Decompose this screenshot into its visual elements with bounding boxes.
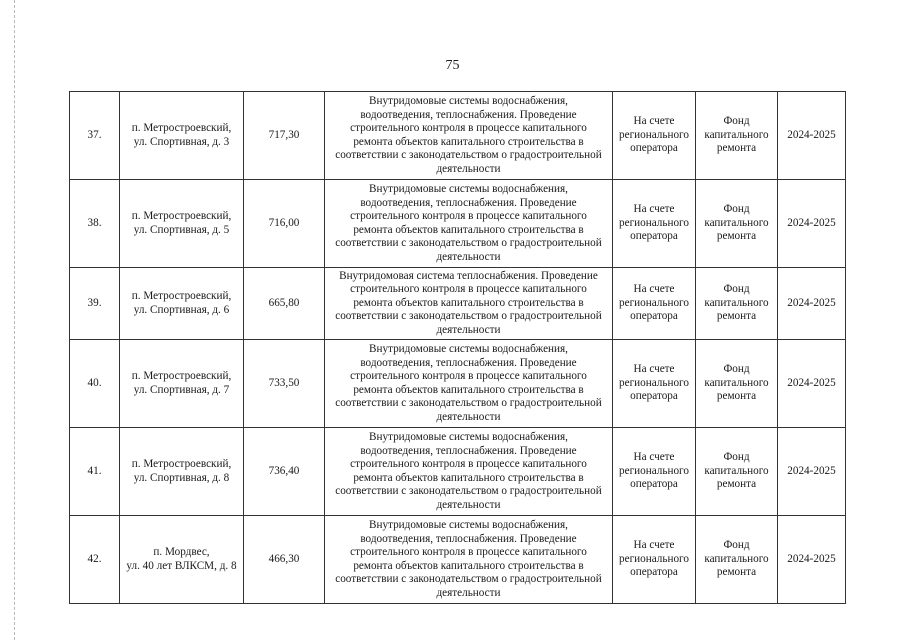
work-description-cell-line: деятельности — [436, 498, 501, 511]
account-cell-line: На счете — [633, 363, 675, 376]
address-cell-line: п. Метростроевский, — [131, 122, 232, 134]
address-cell — [120, 340, 244, 428]
work-description-cell-line: Внутридомовая система теплоснабжения. Проведение — [339, 269, 598, 282]
period-cell: 2024-2025 — [778, 92, 846, 180]
funding-source-cell-line: ремонта — [716, 230, 757, 243]
period-cell: 2024-2025 — [778, 516, 846, 604]
account-cell-line: регионального — [619, 464, 689, 477]
work-description-cell-line: водоотведения, теплоснабжения. Проведение — [360, 532, 577, 545]
work-description-cell-line: соответствии с законодательством о градостроительной — [335, 573, 602, 585]
funding-source-cell-line: ремонта — [716, 142, 757, 155]
work-description-cell-line: Внутридомовые системы водоснабжения, — [369, 519, 568, 531]
work-description-cell-line: водоотведения, теплоснабжения. Проведение — [360, 108, 577, 121]
account-cell-line: оператора — [630, 478, 678, 491]
funding-source-cell-line: ремонта — [716, 478, 757, 491]
work-description-cell-line: деятельности — [436, 586, 501, 599]
work-description-cell — [325, 92, 613, 180]
account-cell-line: регионального — [619, 552, 689, 565]
row-number: 38. — [70, 180, 120, 268]
area-cell: 665,80 — [244, 268, 325, 340]
work-description-cell-line: деятельности — [436, 323, 501, 336]
period-cell: 2024-2025 — [778, 180, 846, 268]
work-description-cell-line: ремонта объектов капитального строительства в — [353, 383, 584, 396]
work-description-cell-line: Внутридомовые системы водоснабжения, — [369, 343, 568, 355]
funding-source-cell-line: ремонта — [716, 566, 757, 579]
address-cell-line: ул. Спортивная, д. 3 — [133, 135, 230, 148]
work-description-cell-line: водоотведения, теплоснабжения. Проведение — [360, 356, 577, 369]
work-description-cell-line: Внутридомовые системы водоснабжения, — [369, 183, 568, 195]
account-cell-line: оператора — [630, 142, 678, 155]
period-cell: 2024-2025 — [778, 428, 846, 516]
work-description-cell-line: деятельности — [436, 162, 501, 175]
table-row — [70, 180, 846, 268]
funding-source-cell — [696, 180, 778, 268]
account-cell-line: оператора — [630, 310, 678, 323]
funding-source-cell-line: капитального — [704, 552, 769, 565]
funding-source-cell-line: капитального — [704, 128, 769, 141]
row-number: 39. — [70, 268, 120, 340]
funding-source-cell-line: капитального — [704, 296, 769, 309]
funding-source-cell — [696, 516, 778, 604]
page-edge-rule — [14, 0, 15, 640]
account-cell-line: регионального — [619, 296, 689, 309]
address-cell-line: ул. Спортивная, д. 7 — [133, 383, 230, 396]
period-cell: 2024-2025 — [778, 340, 846, 428]
work-description-cell-line: строительного контроля в процессе капитального — [350, 458, 587, 470]
account-cell-line: регионального — [619, 128, 689, 141]
work-description-cell-line: строительного контроля в процессе капитального — [350, 370, 587, 382]
address-cell — [120, 428, 244, 516]
funding-source-cell — [696, 92, 778, 180]
funding-source-cell-line: Фонд — [723, 283, 750, 296]
address-cell-line: п. Мордвес, — [153, 546, 210, 558]
table-row — [70, 516, 846, 604]
funding-source-cell-line: Фонд — [723, 115, 750, 128]
work-description-cell-line: строительного контроля в процессе капитального — [350, 210, 587, 222]
work-description-cell-line: соответствии с законодательством о градостроительной — [335, 237, 602, 249]
funding-source-cell-line: капитального — [704, 464, 769, 477]
work-description-cell-line: ремонта объектов капитального строительства в — [353, 559, 584, 572]
account-cell-line: оператора — [630, 230, 678, 243]
account-cell-line: оператора — [630, 566, 678, 579]
period-cell: 2024-2025 — [778, 268, 846, 340]
account-cell-line: На счете — [633, 283, 675, 296]
work-description-cell — [325, 268, 613, 340]
work-description-cell-line: строительного контроля в процессе капитального — [350, 283, 587, 296]
area-cell: 736,40 — [244, 428, 325, 516]
work-description-cell-line: соответствии с законодательством о градостроительной — [335, 149, 602, 161]
address-cell-line: ул. Спортивная, д. 8 — [133, 471, 230, 484]
work-description-cell-line: ремонта объектов капитального строительства в — [353, 471, 584, 484]
address-cell-line: ул. 40 лет ВЛКСМ, д. 8 — [126, 559, 237, 572]
work-description-cell — [325, 428, 613, 516]
address-cell-line: п. Метростроевский, — [131, 370, 232, 382]
account-cell — [613, 516, 696, 604]
work-description-cell-line: ремонта объектов капитального строительства в — [353, 135, 584, 148]
work-description-cell — [325, 180, 613, 268]
funding-source-cell-line: Фонд — [723, 363, 750, 376]
address-cell — [120, 180, 244, 268]
row-number: 41. — [70, 428, 120, 516]
account-cell-line: регионального — [619, 376, 689, 389]
work-description-cell-line: водоотведения, теплоснабжения. Проведение — [360, 196, 577, 209]
works-schedule-table — [69, 91, 846, 604]
work-description-cell-line: ремонта объектов капитального строительства в — [353, 296, 584, 309]
address-cell-line: п. Метростроевский, — [131, 210, 232, 222]
address-cell-line: п. Метростроевский, — [131, 458, 232, 470]
account-cell — [613, 180, 696, 268]
work-description-cell-line: деятельности — [436, 250, 501, 263]
address-cell — [120, 92, 244, 180]
account-cell-line: регионального — [619, 216, 689, 229]
work-description-cell — [325, 340, 613, 428]
account-cell-line: оператора — [630, 390, 678, 403]
page-number: 75 — [445, 58, 460, 73]
funding-source-cell-line: капитального — [704, 376, 769, 389]
table-row — [70, 268, 846, 340]
account-cell — [613, 428, 696, 516]
funding-source-cell — [696, 340, 778, 428]
address-cell-line: п. Метростроевский, — [131, 290, 232, 302]
account-cell-line: На счете — [633, 451, 675, 464]
funding-source-cell-line: Фонд — [723, 203, 750, 216]
funding-source-cell — [696, 428, 778, 516]
area-cell: 717,30 — [244, 92, 325, 180]
address-cell — [120, 516, 244, 604]
table-row — [70, 428, 846, 516]
row-number: 40. — [70, 340, 120, 428]
row-number: 42. — [70, 516, 120, 604]
funding-source-cell-line: капитального — [704, 216, 769, 229]
account-cell — [613, 268, 696, 340]
work-description-cell-line: ремонта объектов капитального строительства в — [353, 223, 584, 236]
work-description-cell-line: соответствии с законодательством о градостроительной — [335, 485, 602, 497]
account-cell-line: На счете — [633, 539, 675, 552]
funding-source-cell — [696, 268, 778, 340]
work-description-cell-line: деятельности — [436, 410, 501, 423]
table-row — [70, 340, 846, 428]
funding-source-cell-line: ремонта — [716, 310, 757, 323]
funding-source-cell-line: Фонд — [723, 451, 750, 464]
funding-source-cell-line: Фонд — [723, 539, 750, 552]
area-cell: 466,30 — [244, 516, 325, 604]
address-cell-line: ул. Спортивная, д. 5 — [133, 223, 230, 236]
work-description-cell — [325, 516, 613, 604]
work-description-cell-line: строительного контроля в процессе капитального — [350, 122, 587, 134]
account-cell-line: На счете — [633, 115, 675, 128]
address-cell — [120, 268, 244, 340]
work-description-cell-line: Внутридомовые системы водоснабжения, — [369, 95, 568, 107]
account-cell — [613, 92, 696, 180]
area-cell: 716,00 — [244, 180, 325, 268]
account-cell-line: На счете — [633, 203, 675, 216]
work-description-cell-line: соответствии с законодательством о градостроительной — [335, 310, 602, 323]
area-cell: 733,50 — [244, 340, 325, 428]
table-row — [70, 92, 846, 180]
work-description-cell-line: Внутридомовые системы водоснабжения, — [369, 431, 568, 443]
row-number: 37. — [70, 92, 120, 180]
work-description-cell-line: водоотведения, теплоснабжения. Проведение — [360, 444, 577, 457]
address-cell-line: ул. Спортивная, д. 6 — [133, 303, 230, 316]
account-cell — [613, 340, 696, 428]
work-description-cell-line: строительного контроля в процессе капитального — [350, 546, 587, 558]
funding-source-cell-line: ремонта — [716, 390, 757, 403]
work-description-cell-line: соответствии с законодательством о градостроительной — [335, 397, 602, 409]
